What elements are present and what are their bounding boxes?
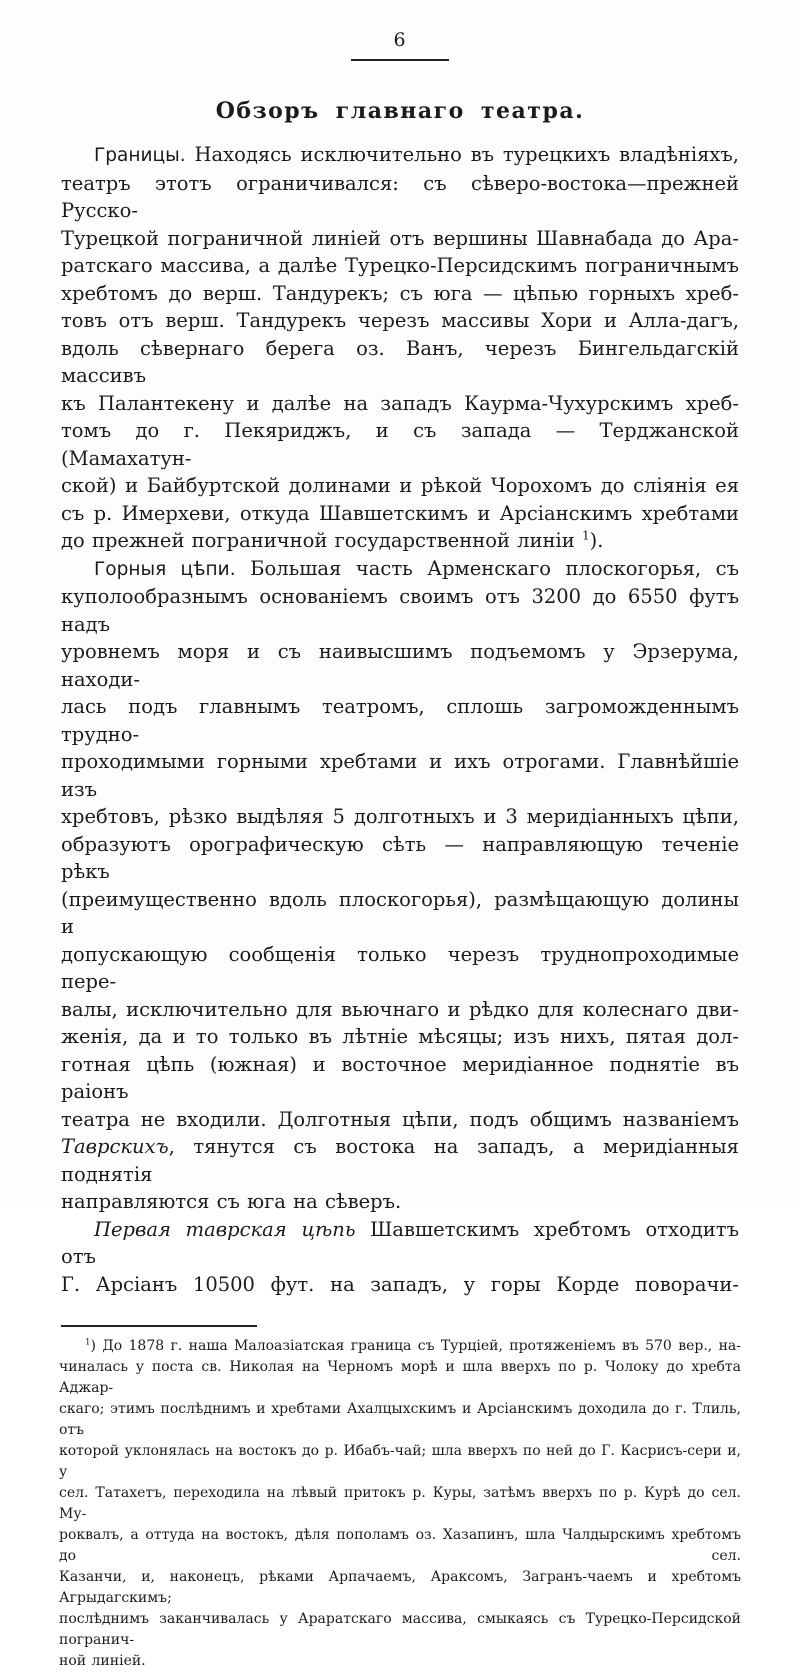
text-segment: театръ этотъ ограничивался: съ сѣверо-востока—прежней Русско- [61,171,739,222]
text-segment: Таврскихъ [61,1135,169,1158]
text-line [61,225,739,253]
text-segment: уровнемъ моря и съ наивысшимъ подъемомъ у Эрзерума, находи- [61,640,739,691]
text-line [61,748,739,803]
paragraph [61,555,739,1216]
text-line [61,693,739,748]
text-line [61,941,739,996]
paragraph [61,141,739,555]
main-text [61,141,739,1298]
text-line [59,1399,741,1441]
page-number: 6 [393,29,407,51]
text-line [61,638,739,693]
text-segment: чиналась у поста св. Николая на Черномъ морѣ и шла вверхъ по р. Чолоку до хребта Аджар- [59,1359,741,1396]
text-segment: послѣднимъ заканчивалась у Араратскаго массива, смыкаясь съ Турецко-Персидской погранич- [59,1611,741,1648]
text-segment: томъ до г. Пекяриджъ, и съ запада — Терджанской (Мамахатун- [61,419,739,470]
text-segment: Границы. [94,145,186,166]
text-line [61,307,739,335]
text-segment: куполообразнымъ основаніемъ своимъ отъ 3200 до 6550 футъ надъ [61,585,739,636]
text-segment: хребтовъ, рѣзко выдѣляя 5 долготныхъ и 3 меридіанныхъ цѣпи, [61,805,739,828]
text-segment: готная цѣпь (южная) и восточное меридіанное поднятіе въ раіонъ [61,1052,739,1103]
text-line [61,831,739,886]
text-segment: ской) и Байбуртской долинами и рѣкой Чорохомъ до сліянія ея [61,474,739,497]
text-segment: Находясь исключительно въ турецкихъ владѣніяхъ, [185,143,739,166]
text-segment: ратскаго массива, а далѣе Турецко-Персидскимъ пограничнымъ [61,254,739,277]
footnote-separator-rule [61,1325,257,1327]
text-segment: ). [589,529,604,552]
text-segment: ной линіей. [59,1653,146,1669]
text-segment: валы, исключительно для вьючнаго и рѣдко для колеснаго дви- [61,997,739,1021]
text-line [61,527,739,555]
footnote-reference-mark: 1 [85,1337,91,1348]
text-line [61,1106,739,1134]
text-segment: направляются съ юга на сѣверъ. [61,1190,402,1213]
text-line [61,1216,739,1271]
text-segment: скаго; этимъ послѣднимъ и хребтами Ахалцыхскимъ и Арсіанскимъ доходила до г. Тлиль, отъ [59,1401,741,1438]
text-line [61,555,739,584]
text-segment: Г. Арсіанъ 10500 фут. на западъ, у горы Корде поворачи- [61,1272,739,1296]
paragraph [61,1216,739,1299]
text-segment: Большая часть Арменскаго плоскогорья, съ [235,556,739,580]
text-line [61,1133,739,1188]
footnote-reference-mark: 1 [581,528,590,543]
text-line [59,1525,741,1567]
text-line [61,1271,739,1299]
page-header [0,0,800,61]
text-line [59,1651,741,1672]
text-line [59,1441,741,1483]
text-line [61,996,739,1024]
text-line [61,500,739,528]
text-line [61,1188,739,1216]
text-segment: лась подъ главнымъ театромъ, сплошь загроможденнымъ трудно- [61,695,739,746]
text-segment: допускающую сообщенія только черезъ труднопроходимые пере- [61,942,739,993]
text-line [59,1609,741,1651]
text-segment: (преимущественно вдоль плоскогорья), размѣщающую долины и [61,887,739,938]
text-segment: , тянутся съ востока на западъ, а меридіанныя поднятія [61,1135,739,1186]
text-segment: до прежней пограничной государственной линіи [61,529,582,552]
text-segment: сел. Татахетъ, переходила на лѣвый притокъ р. Куры, затѣмъ вверхъ по р. Курѣ до сел. Му- [59,1485,741,1522]
footnote-text [59,1336,741,1672]
text-line [61,252,739,280]
text-line [59,1357,741,1399]
text-line [61,472,739,500]
text-segment: Первая таврская цѣпь [94,1217,356,1241]
text-segment: съ р. Имерхеви, откуда Шавшетскимъ и Арсіанскимъ хребтами [61,501,739,525]
text-segment: къ Палантекену и далѣе на западъ Каурма-Чухурскимъ хреб- [61,391,739,415]
text-segment: Горныя цѣпи. [94,558,236,580]
text-segment: роквалъ, а оттуда на востокъ, дѣля пополамъ оз. Хазапинъ, шла Чалдырскимъ хребтомъ до сел. [59,1527,741,1564]
section-heading: Обзоръ главнаго театра. [215,98,585,124]
text-segment: проходимыми горными хребтами и ихъ отрогами. Главнѣйшіе изъ [61,750,739,801]
text-segment: хребтомъ до верш. Тандурекъ; съ юга — цѣпью горныхъ хреб- [61,281,739,305]
text-segment: вдоль сѣвернаго берега оз. Ванъ, черезъ Бингельдагскій массивъ [61,336,739,387]
text-segment: образуютъ орографическую сѣть — направляющую теченіе рѣкъ [61,832,739,883]
text-line [59,1567,741,1609]
text-segment: Шавшетскимъ хребтомъ отходитъ отъ [61,1217,739,1268]
text-segment: ) До 1878 г. наша Малоазіатская граница съ Турціей, протяженіемъ въ 570 вер., на- [90,1338,741,1354]
text-segment: которой уклонялась на востокъ до р. Ибабъ-чай; шла вверхъ по ней до Г. Касрисъ-сери и, у [59,1443,741,1480]
text-segment: товъ отъ верш. Тандурекъ черезъ массивы Хори и Алла-дагъ, [61,309,739,332]
text-segment: театра не входили. Долготныя цѣпи, подъ общимъ названіемъ [61,1107,739,1131]
text-line [61,417,739,472]
text-line [61,886,739,941]
text-line [61,583,739,638]
text-line [61,170,739,225]
text-line [61,1023,739,1051]
text-line [61,141,739,170]
page-number-rule [351,59,449,61]
text-segment: женія, да и то только въ лѣтніе мѣсяцы; изъ нихъ, пятая дол- [61,1025,739,1048]
text-segment: Казанчи, и, наконецъ, рѣками Арпачаемъ, Араксомъ, Загранъ-чаемъ и хребтомъ Агрыдагскимъ; [59,1569,741,1606]
text-line [61,1051,739,1106]
text-segment: Турецкой пограничной линіей отъ вершины Шавнабада до Ара- [61,226,739,250]
text-line [61,280,739,308]
text-line [61,335,739,390]
text-line [59,1483,741,1525]
text-line [61,390,739,418]
text-line [59,1336,741,1357]
text-line [61,803,739,831]
